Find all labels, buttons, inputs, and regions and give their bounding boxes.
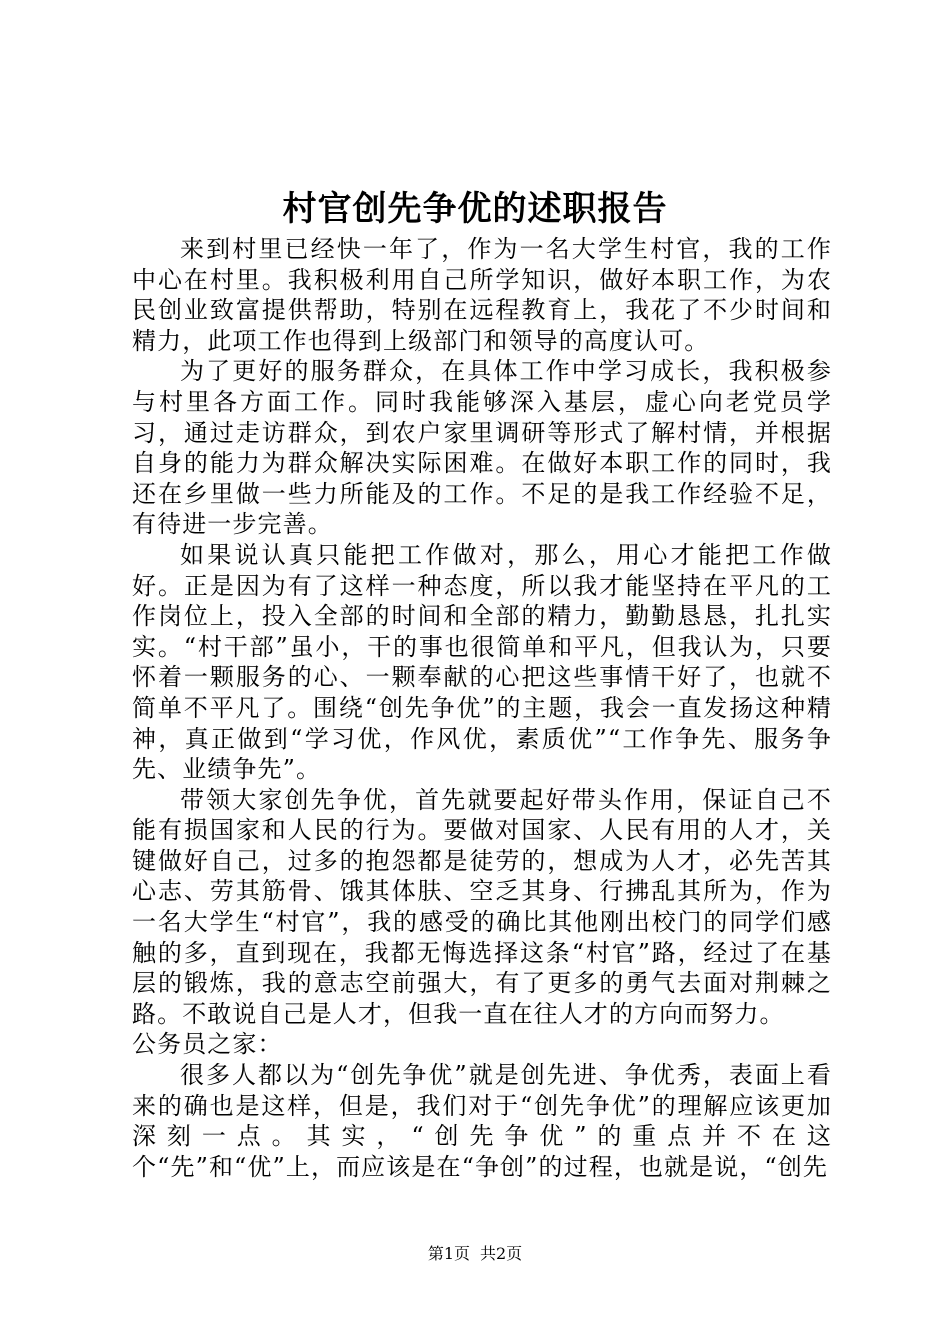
page-footer	[0, 1243, 950, 1265]
source-note: 公务员之家：	[132, 1030, 283, 1059]
page-total: 共2页	[480, 1244, 523, 1263]
document-body	[132, 234, 832, 1182]
page-number: 第1页	[427, 1244, 470, 1263]
document-title: 村官创先争优的述职报告	[282, 189, 668, 229]
paragraph-1: 来到村里已经快一年了，作为一名大学生村官，我的工作中心在村里。我积极利用自己所学知识，做好本职工作，为农民创业致富提供帮助，特别在远程教育上，我花了不少时间和精力，此项工作也得到上级部门和领导的高度认可。	[132, 235, 832, 355]
paragraph-2: 为了更好的服务群众，在具体工作中学习成长，我积极参与村里各方面工作。同时我能够深入基层，虚心向老党员学习，通过走访群众，到农户家里调研等形式了解村情，并根据自身的能力为群众解决实际困难。在做好本职工作的同时，我还在乡里做一些力所能及的工作。不足的是我工作经验不足，有待进一步完善。	[132, 357, 832, 539]
paragraph-4: 带领大家创先争优，首先就要起好带头作用，保证自己不能有损国家和人民的行为。要做对国家、人民有用的人才，关键做好自己，过多的抱怨都是徒劳的，想成为人才，必先苦其心志、劳其筋骨、饿其体肤、空乏其身、行拂乱其所为，作为一名大学生“村官”，我的感受的确比其他刚出校门的同学们感触的多，直到现在，我都无悔选择这条“村官”路，经过了在基层的锻炼，我的意志空前强大，有了更多的勇气去面对荆棘之路。不敢说自己是人才，但我一直在往人才的方向而努力。	[132, 785, 832, 1028]
paragraph-3: 如果说认真只能把工作做对，那么，用心才能把工作做好。正是因为有了这样一种态度，所以我才能坚持在平凡的工作岗位上，投入全部的时间和全部的精力，勤勤恳恳，扎扎实实。“村干部”虽小，干的事也很简单和平凡，但我认为，只要怀着一颗服务的心、一颗奉献的心把这些事情干好了，也就不简单不平凡了。围绕“创先争优”的主题，我会一直发扬这种精神，真正做到“学习优，作风优，素质优”“工作争先、服务争先、业绩争先”。	[132, 540, 832, 784]
paragraph-5: 很多人都以为“创先争优”就是创先进、争优秀，表面上看来的确也是这样，但是，我们对于“创先争优”的理解应该更加深刻一点。其实，“创先争优”的重点并不在这个“先”和“优”上，而应该是在“争创”的过程，也就是说，“创先	[132, 1061, 832, 1181]
